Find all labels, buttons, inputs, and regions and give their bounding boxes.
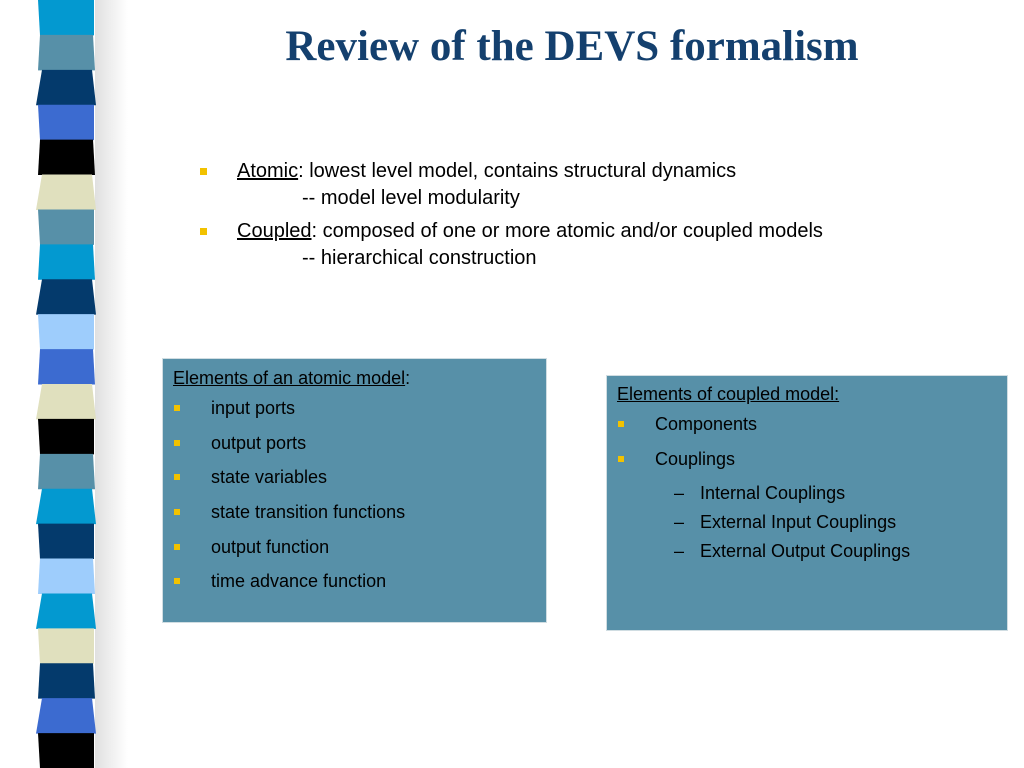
- stripe-block: [38, 524, 94, 559]
- stripe-block: [36, 279, 96, 314]
- square-bullet-icon: [200, 228, 207, 235]
- stripe-block: [36, 489, 96, 524]
- bullet-coupled: [198, 218, 998, 272]
- stripe-block: [36, 593, 96, 628]
- stripe-block: [38, 314, 94, 349]
- coupled-elements-box: [606, 375, 1008, 631]
- square-bullet-icon: [174, 405, 180, 411]
- stripe-block: [38, 663, 95, 698]
- list-item: output ports: [173, 432, 536, 454]
- dash-icon: –: [674, 483, 685, 504]
- list-item: input ports: [173, 397, 536, 419]
- square-bullet-icon: [618, 456, 624, 462]
- atomic-box-heading: Elements of an atomic model:: [173, 368, 411, 388]
- square-bullet-icon: [174, 474, 180, 480]
- main-bullet-list: [198, 158, 998, 278]
- sub-list-item: – External Input Couplings: [674, 512, 897, 533]
- slide-title: Review of the DEVS formalism: [285, 23, 859, 70]
- decorative-stripe: [0, 0, 128, 768]
- coupled-box-heading: Elements of coupled model:: [617, 384, 840, 404]
- list-item: state transition functions: [173, 501, 536, 523]
- stripe-block: [36, 175, 96, 210]
- square-bullet-icon: [174, 440, 180, 446]
- stripe-block: [38, 105, 94, 140]
- list-item: state variables: [173, 466, 536, 488]
- list-item: time advance function: [173, 570, 536, 592]
- square-bullet-icon: [174, 578, 180, 584]
- square-bullet-icon: [200, 168, 207, 175]
- term-atomic: Atomic: [237, 160, 299, 182]
- list-item: Couplings: [617, 448, 997, 470]
- list-item: Components: [617, 413, 997, 435]
- stripe-block: [38, 559, 95, 594]
- term-coupled: Coupled: [237, 220, 312, 242]
- stripe-block: [38, 349, 95, 384]
- stripe-block: [36, 384, 96, 419]
- atomic-elements-box: [162, 358, 547, 623]
- stripe-block: [38, 35, 95, 70]
- stripe-block: [38, 419, 94, 454]
- atomic-subpoint: -- model level modularity: [302, 187, 520, 209]
- sub-list-item: – External Output Couplings: [674, 540, 911, 561]
- stripe-block: [38, 0, 94, 35]
- list-item: output function: [173, 536, 536, 558]
- square-bullet-icon: [174, 544, 180, 550]
- coupled-description: : composed of one or more atomic and/or coupled models: [311, 220, 823, 242]
- square-bullet-icon: [618, 421, 624, 427]
- sub-list-item: – Internal Couplings: [674, 483, 846, 504]
- stripe-block: [38, 209, 94, 244]
- stripe-block: [38, 140, 95, 175]
- stripe-block: [38, 454, 95, 489]
- dash-icon: –: [674, 512, 685, 533]
- stripe-block: [36, 70, 96, 105]
- stripe-block: [38, 733, 94, 768]
- square-bullet-icon: [174, 509, 180, 515]
- stripe-block: [36, 698, 96, 733]
- dash-icon: –: [674, 540, 685, 561]
- bullet-atomic: [198, 158, 998, 212]
- atomic-description: : lowest level model, contains structural dynamics: [298, 160, 737, 182]
- coupled-subpoint: -- hierarchical construction: [302, 247, 537, 269]
- stripe-block: [38, 628, 94, 663]
- stripe-block: [38, 244, 95, 279]
